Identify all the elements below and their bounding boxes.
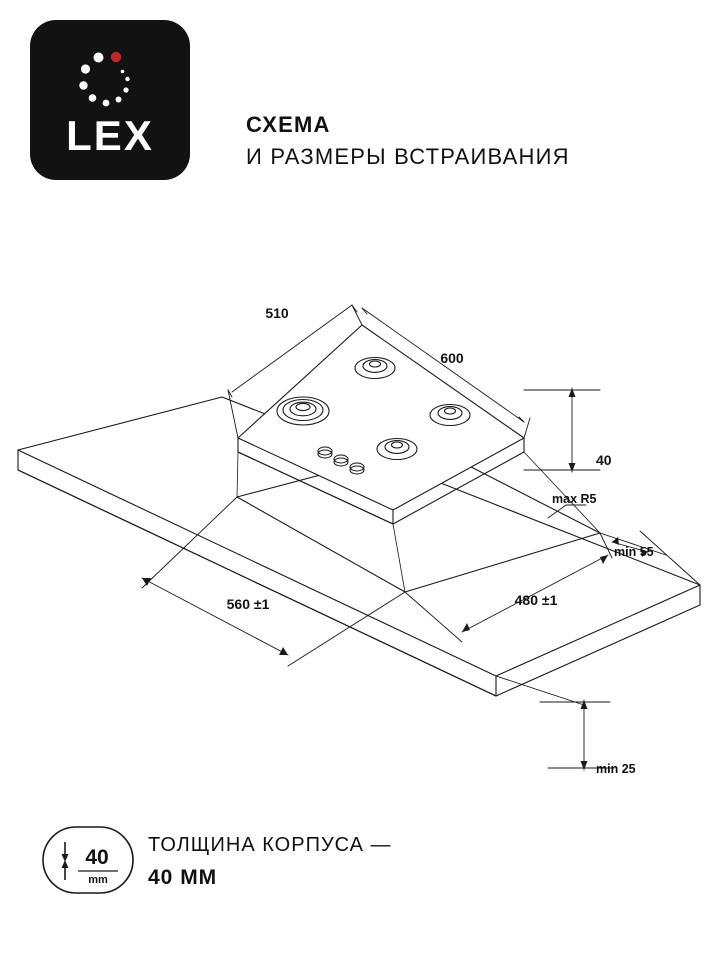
page-subtitle: И РАЗМЕРЫ ВСТРАИВАНИЯ: [246, 144, 570, 169]
label-min-25: min 25: [596, 762, 636, 776]
thickness-badge-icon: [42, 826, 134, 894]
lex-spiral-logo-icon: [72, 46, 136, 110]
label-max-r5: max R5: [552, 492, 597, 506]
label-dimension-40: 40: [596, 452, 612, 468]
footer-caption-line1: ТОЛЩИНА КОРПУСА —: [148, 834, 392, 856]
installation-diagram: [0, 200, 720, 820]
page-footer: [0, 810, 720, 930]
dimension-min-25: [496, 676, 614, 770]
page-header: [0, 0, 720, 200]
badge-unit: mm: [88, 874, 108, 886]
badge-value: 40: [85, 846, 109, 869]
label-dimension-600: 600: [440, 350, 464, 366]
footer-caption-line2: 40 ММ: [148, 866, 218, 889]
label-dimension-510: 510: [265, 305, 289, 321]
diagram-svg: [0, 200, 720, 820]
label-min-55: min 55: [614, 545, 654, 559]
label-dimension-480: 480 ±1: [514, 592, 558, 608]
page-title: СХЕМА: [246, 112, 331, 137]
brand-logo: [30, 20, 190, 180]
brand-logo-text: LEX: [66, 112, 154, 159]
label-dimension-560: 560 ±1: [226, 596, 270, 612]
dimension-40: [524, 388, 600, 472]
